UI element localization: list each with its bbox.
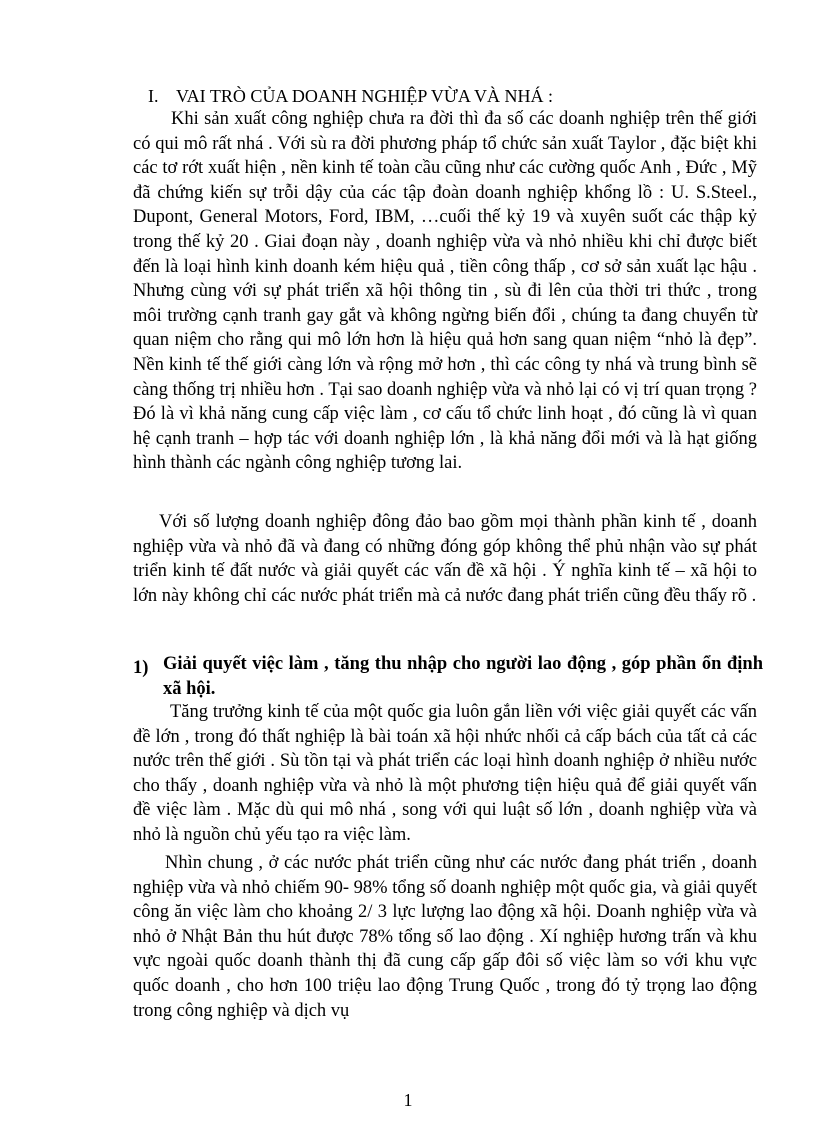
subsection-number: 1) [133, 658, 149, 678]
section-number: I. [148, 86, 159, 106]
subsection-title: Giải quyết việc làm , tăng thu nhập cho người lao động , góp phần ổn định xã hội. [163, 654, 763, 699]
paragraph-3: Tăng trưởng kinh tế của một quốc gia luôn gắn liền với việc giải quyết các vấn đề lớn , trong đó thất nghiệp là bài toán xã hội nhức nhối cả cấp bách của tất cả các nước trên thế giới . Sù tồn tại và phát triển các loại hình doanh nghiệp ở nhiều nước cho thấy , doanh nghiệp vừa và nhỏ là một phương tiện hiệu quả để giải quyết vấn đề việc làm . Mặc dù qui mô nhá , song với qui luật số lớn , doanh nghiệp vừa và nhỏ là nguồn chủ yếu tạo ra việc làm. [133, 702, 757, 845]
page-number: 1 [403, 1090, 413, 1110]
paragraph-1: Khi sản xuất công nghiệp chưa ra đời thì đa số các doanh nghiệp trên thế giới có qui mô rất nhá . Với sù ra đời phương pháp tổ chức sản xuất Taylor , đặc biệt khi các tơ rớt xuất hiện , nền kinh tế toàn cầu cũng như các cường quốc Anh , Đức , Mỹ đã chứng kiến sự trỗi dậy của các tập đoàn doanh nghiệp khổng lồ : U. S.Steel., Dupont, General Motors, Ford, IBM, …cuối thế kỷ 19 và xuyên suốt các thập kỷ trong thế kỷ 20 . Giai đoạn này , doanh nghiệp vừa và nhỏ nhiều khi chỉ được biết đến là loại hình kinh doanh kém hiệu quả , tiền công thấp , cơ sở sản xuất lạc hậu . Nhưng cùng với sự phát triển xã hội thông tin , sù đi lên của thời tri thức , trong môi trường cạnh tranh gay gắt và không ngừng biến đổi , chúng ta đang chuyển từ quan niệm cho rằng qui mô lớn hơn là hiệu quả hơn sang quan niệm “nhỏ là đẹp”. Nền kinh tế thế giới càng lớn và rộng mở hơn , thì các công ty nhá và trung bình sẽ càng thống trị nhiều hơn . Tại sao doanh nghiệp vừa và nhỏ lại có vị trí quan trọng ? Đó là vì khả năng cung cấp việc làm , cơ cấu tổ chức linh hoạt , đó cũng là vì quan hệ cạnh tranh – hợp tác với doanh nghiệp lớn , là khả năng đổi mới và là hạt giống hình thành các ngành công nghiệp tương lai. [133, 109, 757, 474]
section-heading [148, 84, 553, 108]
paragraph-4: Nhìn chung , ở các nước phát triển cũng như các nước đang phát triển , doanh nghiệp vừa và nhỏ chiếm 90- 98% tổng số doanh nghiệp một quốc gia, và giải quyết công ăn việc làm cho khoảng 2/ 3 lực lượng lao động xã hội. Doanh nghiệp vừa và nhỏ ở Nhật Bản thu hút được 78% tổng số lao động . Xí nghiệp hương trấn và khu vực ngoài quốc doanh thành thị đã cung cấp gấp đôi số việc làm so với khu vực quốc doanh , cho hơn 100 triệu lao động Trung Quốc , trong đó tỷ trọng lao động trong công nghiệp và dịch vụ [133, 853, 757, 1021]
section-title: VAI TRÒ CỦA DOANH NGHIỆP VỪA VÀ NHÁ : [176, 86, 553, 106]
paragraph-2: Với số lượng doanh nghiệp đông đảo bao gồm mọi thành phần kinh tế , doanh nghiệp vừa và nhỏ đã và đang có những đóng góp không thể phủ nhận vào sự phát triển kinh tế đất nước và giải quyết các vấn đề xã hội . Ý nghĩa kinh tế – xã hội to lớn này không chỉ các nước phát triển mà cả nước đang phát triển cũng đều thấy rõ . [133, 512, 757, 606]
subsection-heading [133, 652, 763, 702]
